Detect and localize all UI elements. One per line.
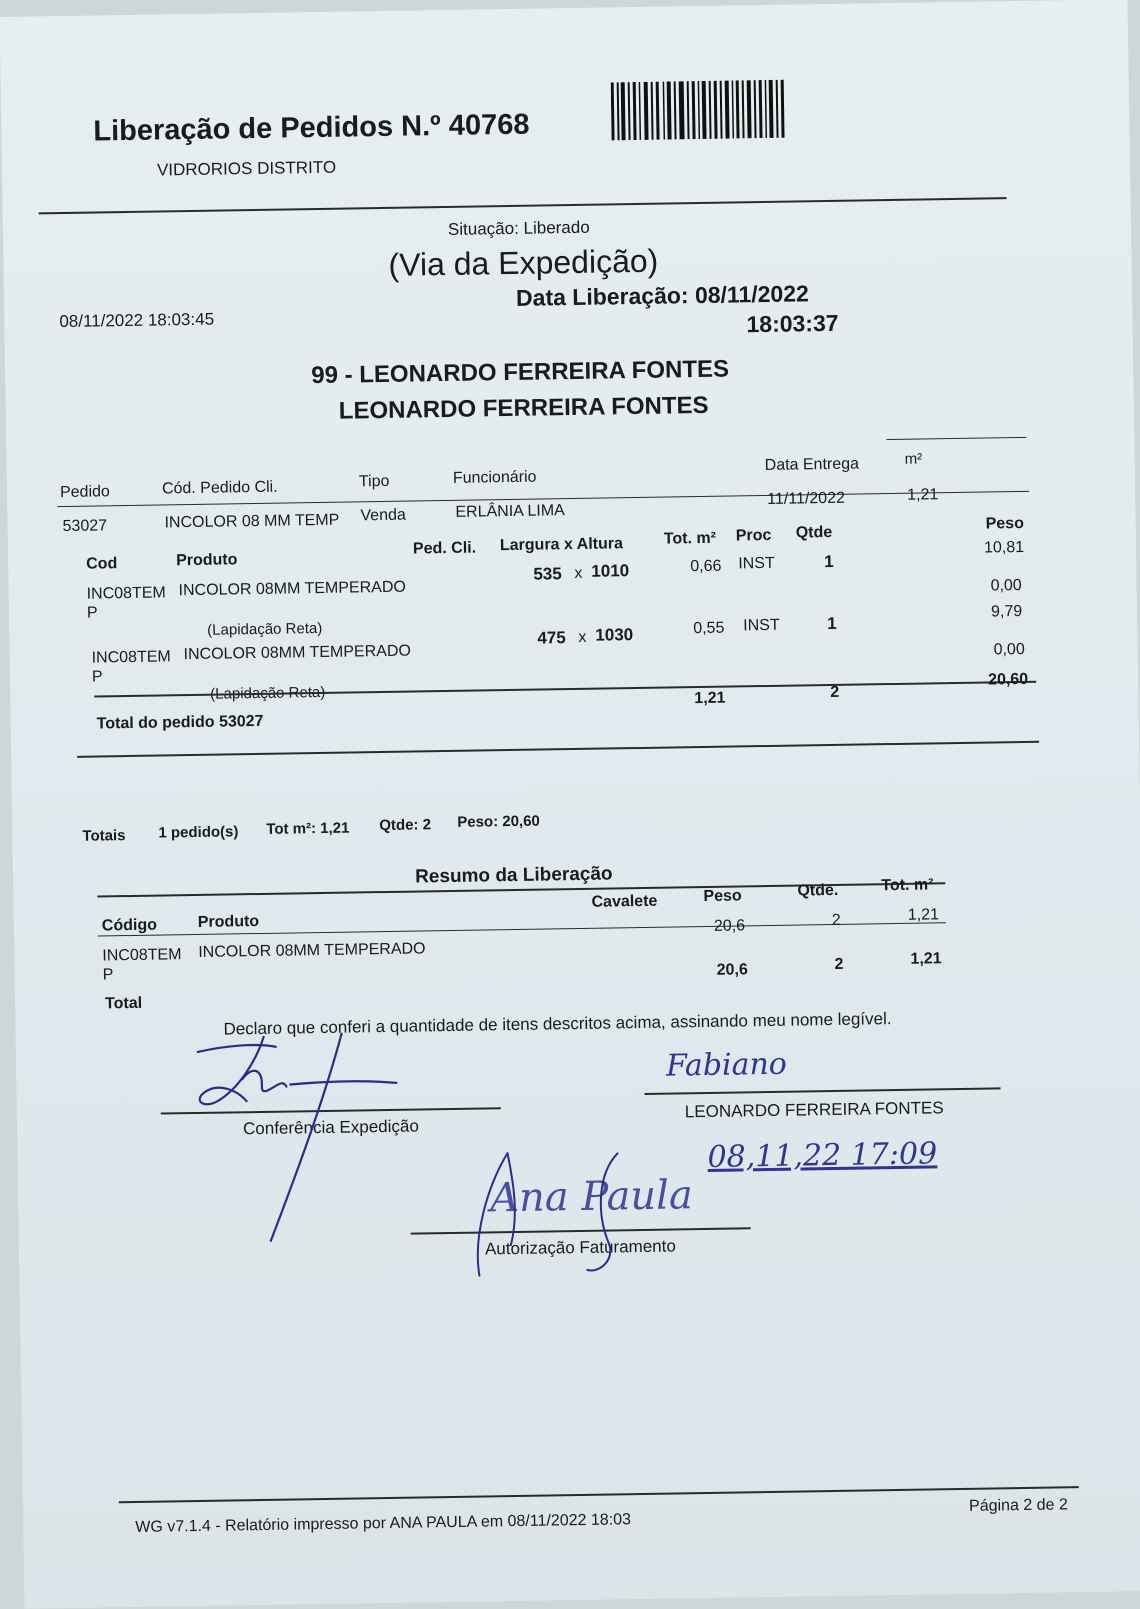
- item-1-proc: INST: [738, 554, 775, 573]
- footer-divider: [119, 1486, 1079, 1503]
- order-section-divider: [77, 741, 1039, 758]
- item-2-processo: (Lapidação Reta): [210, 683, 326, 703]
- totais-pedidos: 1 pedido(s): [158, 823, 239, 842]
- order-total-qtde: 2: [830, 683, 840, 701]
- cliente-signature: Fabiano: [665, 1046, 788, 1084]
- item-1-qtde: 1: [824, 551, 834, 572]
- totais-label: Totais: [82, 827, 126, 845]
- resumo-total-label: Total: [104, 994, 143, 1013]
- value-funcionario: ERLÂNIA LIMA: [455, 502, 565, 521]
- item-2-x: x: [578, 628, 587, 646]
- label-data-entrega: Data Entrega: [764, 455, 860, 474]
- resumo-total-peso: 20,6: [716, 961, 748, 979]
- label-pedido: Pedido: [59, 483, 111, 502]
- item-1-peso-extra: 0,00: [990, 576, 1022, 595]
- client-name: LEONARDO FERREIRA FONTES: [338, 391, 709, 425]
- resumo-total-tot-m2: 1,21: [910, 950, 942, 968]
- item-2-produto: INCOLOR 08MM TEMPERADO: [183, 642, 412, 664]
- resumo-col-qtde: Qtde.: [797, 881, 839, 900]
- resumo-col-produto: Produto: [197, 912, 260, 931]
- resumo-row-peso: 20,6: [713, 917, 746, 935]
- printed-datetime: 08/11/2022 18:03:45: [59, 309, 215, 332]
- resumo-col-tot-m2: Tot. m²: [881, 876, 934, 895]
- item-2-altura: 1030: [595, 625, 634, 645]
- label-funcionario: Funcionário: [452, 468, 537, 487]
- col-peso: Peso: [985, 514, 1025, 533]
- item-2-tot-m2: 0,55: [693, 619, 725, 638]
- item-1-largura: 535: [533, 564, 562, 584]
- col-qtde: Qtde: [795, 523, 833, 542]
- resumo-row-codigo-suffix: P: [102, 966, 114, 984]
- item-2-peso-extra: 0,00: [993, 640, 1025, 659]
- footer-page: Página 2 de 2: [968, 1496, 1068, 1515]
- value-data-entrega: 11/11/2022: [767, 489, 846, 508]
- client-code-name: 99 - LEONARDO FERREIRA FONTES: [311, 355, 730, 390]
- item-2-cod: INC08TEM: [91, 648, 171, 667]
- item-2-proc: INST: [743, 616, 780, 635]
- resumo-row-produto: INCOLOR 08MM TEMPERADO: [198, 940, 426, 961]
- resumo-title: Resumo da Liberação: [414, 863, 613, 888]
- item-1-cod: INC08TEM: [86, 584, 166, 603]
- item-2-cod-suffix: P: [91, 668, 103, 686]
- item-2-peso: 9,79: [990, 602, 1023, 621]
- data-liberacao: Data Liberação: 08/11/2022: [515, 280, 810, 311]
- item-1-processo: (Lapidação Reta): [207, 619, 323, 639]
- item-1-altura: 1010: [591, 561, 630, 581]
- totais-qtde: Qtde: 2: [379, 816, 432, 835]
- label-tipo: Tipo: [358, 472, 390, 491]
- value-m2: 1,21: [907, 486, 939, 504]
- resumo-col-peso: Peso: [703, 887, 742, 906]
- cliente-label: LEONARDO FERREIRA FONTES: [684, 1098, 944, 1122]
- item-2-qtde: 1: [827, 613, 837, 634]
- totais-peso: Peso: 20,60: [457, 812, 540, 831]
- value-pedido: 53027: [62, 517, 108, 536]
- autorizacao-signature: Ana Paula: [489, 1172, 694, 1222]
- col-largura-altura: Largura x Altura: [499, 535, 624, 555]
- col-ped-cli: Ped. Cli.: [412, 539, 477, 558]
- resumo-row-tot-m2: 1,21: [907, 906, 940, 924]
- situacao-label: Situação: Liberado: [447, 217, 590, 239]
- conferencia-label: Conferência Expedição: [242, 1116, 419, 1139]
- autorizacao-flourish: [457, 1142, 699, 1296]
- footer-printed-by: WG v7.1.4 - Relatório impresso por ANA PAULA em 08/11/2022 18:03: [135, 1511, 632, 1537]
- resumo-row-codigo: INC08TEM: [102, 946, 182, 965]
- value-tipo: Venda: [360, 506, 406, 525]
- totais-m2: Tot m²: 1,21: [266, 819, 350, 838]
- order-total-label: Total do pedido 53027: [96, 712, 264, 733]
- via-label: (Via da Expedição): [388, 242, 659, 283]
- item-1-cod-suffix: P: [86, 604, 98, 622]
- resumo-row-qtde: 2: [831, 911, 841, 929]
- autorizacao-label-text: Autorização Faturamento: [484, 1236, 676, 1259]
- value-cod-pedido-cli: INCOLOR 08 MM TEMP: [164, 511, 340, 532]
- resumo-total-qtde: 2: [834, 955, 844, 973]
- col-cod: Cod: [86, 555, 118, 573]
- declaration-text: Declaro que conferi a quantidade de itens descritos acima, assinando meu nome legível.: [223, 1009, 892, 1039]
- item-1-x: x: [574, 564, 583, 582]
- conferencia-signature: [186, 1029, 419, 1253]
- resumo-col-cavalete: Cavalete: [591, 892, 658, 911]
- order-total-peso: 20,60: [987, 670, 1029, 689]
- col-proc: Proc: [735, 526, 772, 545]
- label-m2: m²: [904, 450, 923, 468]
- document-title: Liberação de Pedidos N.º 40768: [93, 108, 530, 148]
- handwritten-date: 08,11,22 17:09: [707, 1136, 938, 1175]
- resumo-col-codigo: Código: [101, 916, 158, 935]
- data-liberacao-time: 18:03:37: [746, 309, 839, 338]
- order-header-top-line: [886, 437, 1026, 440]
- order-total-m2: 1,21: [694, 689, 726, 708]
- item-1-tot-m2: 0,66: [690, 557, 722, 576]
- col-produto: Produto: [175, 551, 238, 570]
- barcode: [611, 80, 787, 143]
- label-cod-pedido-cli: Cód. Pedido Cli.: [161, 478, 278, 498]
- col-tot-m2: Tot. m²: [663, 529, 717, 548]
- company-name: VIDRORIOS DISTRITO: [156, 157, 337, 180]
- header-divider: [39, 197, 1007, 214]
- item-2-largura: 475: [537, 628, 566, 648]
- cliente-line: [645, 1087, 1001, 1095]
- item-1-produto: INCOLOR 08MM TEMPERADO: [178, 578, 407, 600]
- item-1-peso: 10,81: [983, 538, 1025, 557]
